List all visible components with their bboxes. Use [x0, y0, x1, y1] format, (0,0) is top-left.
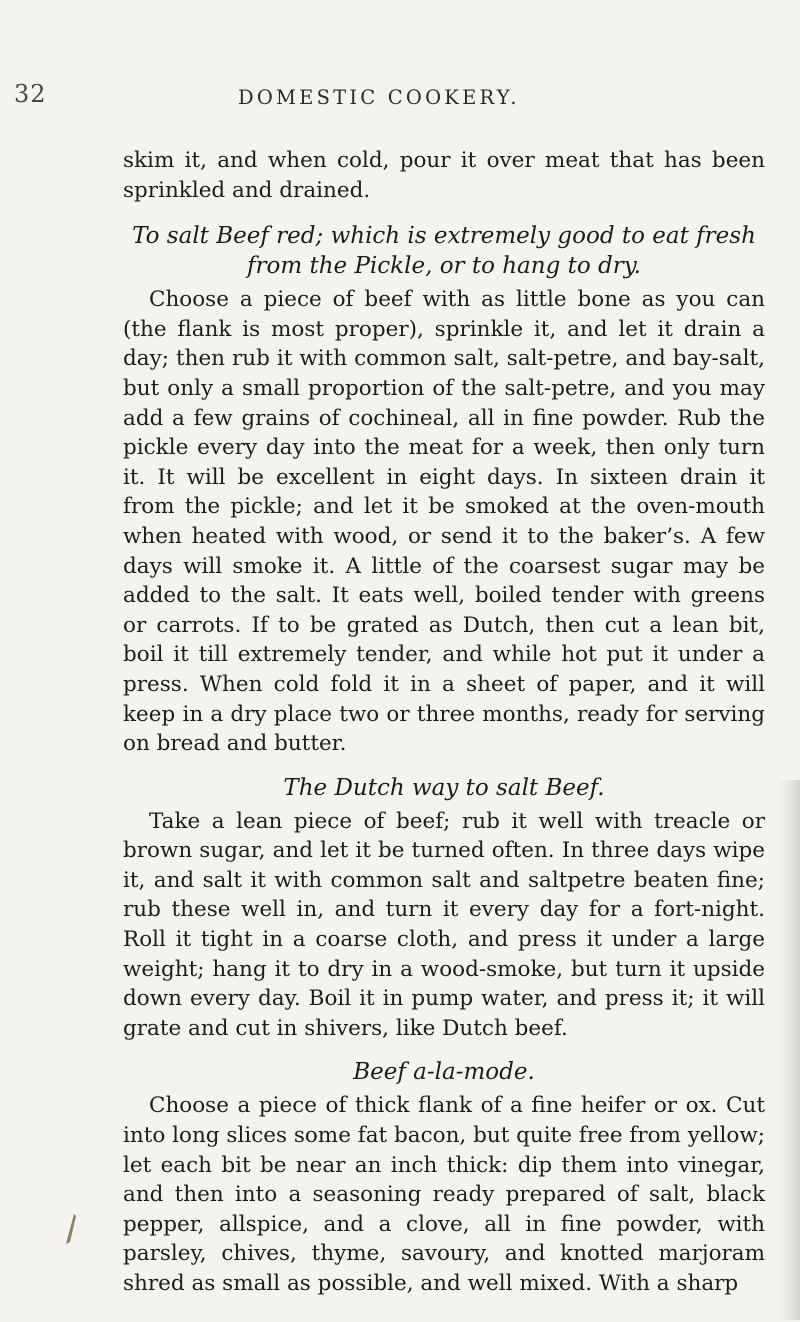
- page-number: 32: [14, 80, 47, 108]
- recipe-body-salt-beef-red: Choose a piece of beef with as little bone as you can (the flank is most proper), sprinkle it, and let it drain a day; then rub it with common salt, salt-petre, and bay-salt, but only a small proportion of the salt-petre, and you may add a few grains of cochineal, all in fine powder. Rub the pickle every day into the meat for a week, then only turn it. It will be excellent in eight days. In sixteen drain it from the pickle; and let it be smoked at the oven-mouth when heated with wood, or send it to the baker’s. A few days will smoke it. A little of the coarsest sugar may be added to the salt. It eats well, boiled tender with greens or carrots. If to be grated as Dutch, then cut a lean bit, boil it till extremely tender, and while hot put it under a press. When cold fold it in a sheet of paper, and it will keep in a dry place two or three months, ready for serving on bread and butter.: [123, 287, 765, 757]
- recipe-heading-beef-a-la-mode: Beef a-la-mode.: [353, 1059, 535, 1086]
- body-text: [123, 146, 765, 1299]
- running-title: DOMESTIC COOKERY.: [238, 86, 520, 109]
- recipe-body-beef-a-la-mode: Choose a piece of thick flank of a fine heifer or ox. Cut into long slices some fat bacon, but quite free from yellow; let each bit be near an inch thick: dip them into vinegar, and then into a seasoning ready prepared of salt, black pepper, allspice, and a clove, all in fine powder, with parsley, chives, thyme, savoury, and knotted marjoram shred as small as possible, and well mixed. With a sharp: [123, 1093, 765, 1296]
- recipe-heading-dutch-salt-beef: The Dutch way to salt Beef.: [283, 774, 605, 801]
- recipe-heading-salt-beef-red: To salt Beef red; which is extremely good to eat fresh from the Pickle, or to hang to dry.: [132, 223, 756, 280]
- paragraph-intro: skim it, and when cold, pour it over meat that has been sprinkled and drained.: [123, 148, 765, 203]
- page-edge-shadow: [772, 780, 800, 1320]
- ink-smudge-mark: [62, 1208, 86, 1248]
- recipe-body-dutch-salt-beef: Take a lean piece of beef; rub it well with treacle or brown sugar, and let it be turned often. In three days wipe it, and salt it with common salt and saltpetre beaten fine; rub these well in, and turn it every day for a fort-night. Roll it tight in a coarse cloth, and press it under a large weight; hang it to dry in a wood-smoke, but turn it upside down every day. Boil it in pump water, and press it; it will grate and cut in shivers, like Dutch beef.: [123, 808, 765, 1041]
